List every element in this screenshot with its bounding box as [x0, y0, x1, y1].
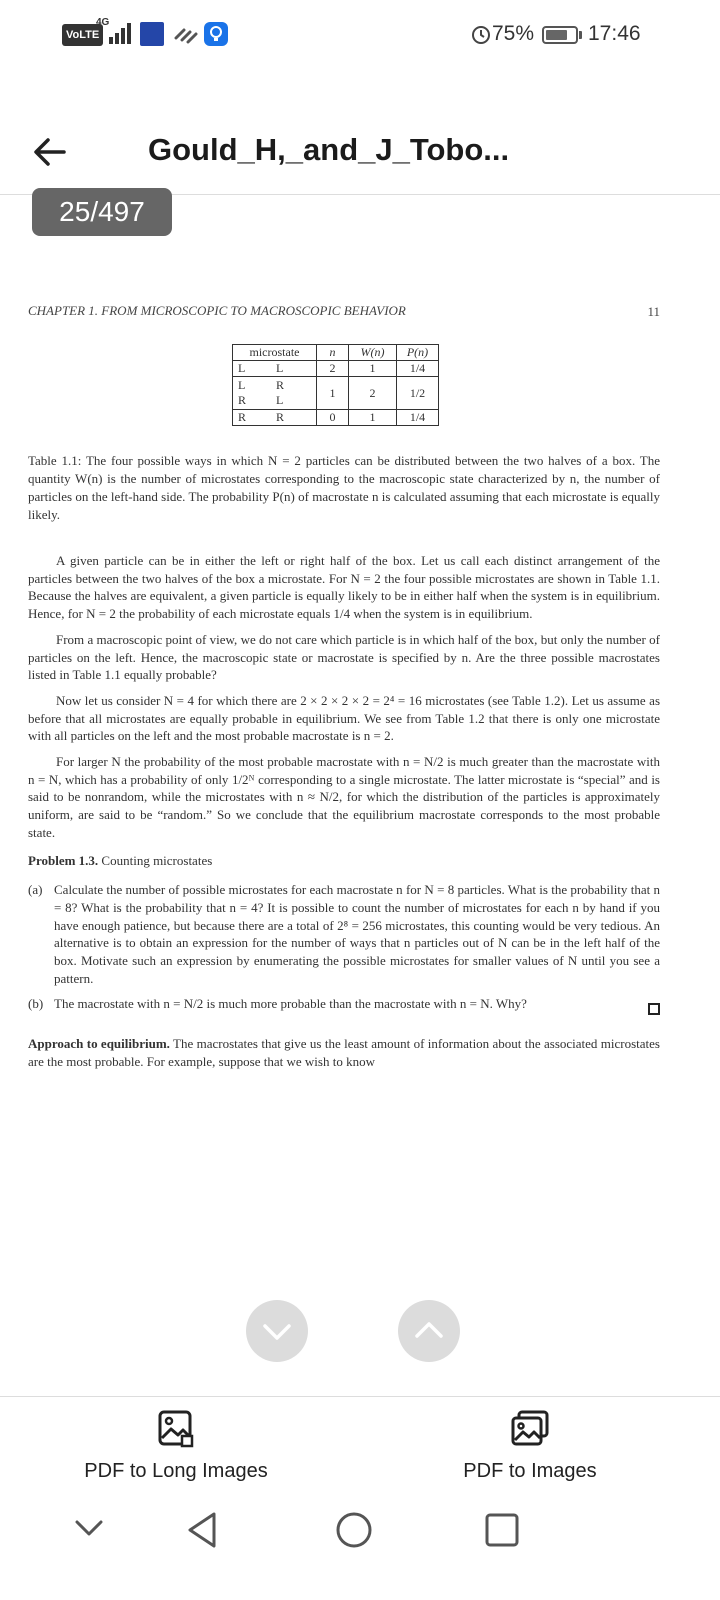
home-circle-icon[interactable]	[334, 1510, 374, 1550]
images-label: PDF to Images	[463, 1460, 597, 1482]
table-header-row	[233, 345, 439, 361]
app-notification-icon	[140, 22, 164, 46]
p-cell: 1/2	[397, 377, 439, 410]
alarm-icon	[470, 23, 492, 45]
table-caption: Table 1.1: The four possible ways in which N = 2 particles can be distributed between the two halves of a box. The quantity W(n) is the number of microstates corresponding to the macroscopic state characterized by n, the number of particles on the left-hand side. The probability P(n) of macrostate n is calculated assuming that each microstate is equally likely.	[28, 453, 660, 522]
problem-heading	[28, 852, 660, 870]
p-cell: 1/4	[397, 410, 439, 426]
images-icon	[510, 1408, 550, 1448]
w-cell: 1	[349, 410, 397, 426]
microstate-cell: R R	[233, 410, 317, 426]
w-cell: 2	[349, 377, 397, 410]
network-type: 4G	[96, 17, 110, 28]
battery-fill	[546, 30, 567, 40]
page-indicator: 25/497	[32, 188, 172, 236]
n-cell: 0	[317, 410, 349, 426]
column-header: n	[317, 345, 349, 361]
table-row	[233, 361, 439, 377]
clock: 17:46	[588, 22, 641, 45]
paragraph: From a macroscopic point of view, we do not care which particle is in which half of the box, but only the number of particles on the left. Hence, the macroscopic state or macrostate is specified by n. Are the three possible macrostates listed in Table 1.1 equally probable?	[28, 631, 660, 683]
signal-icon	[108, 22, 134, 44]
w-cell: 1	[349, 361, 397, 377]
toolbar-divider	[0, 1396, 720, 1397]
approach-label: Approach to equilibrium.	[28, 1036, 170, 1052]
pdf-to-long-images-button[interactable]	[76, 1408, 276, 1483]
item-text: The macrostate with n = N/2 is much more probable than the macrostate with n = N. Why?	[54, 996, 527, 1012]
column-header: microstate	[233, 345, 317, 361]
page-number: 11	[647, 304, 660, 319]
recents-square-icon[interactable]	[484, 1510, 520, 1550]
volte-badge: VoLTE	[62, 24, 103, 46]
back-arrow-icon[interactable]	[32, 134, 68, 170]
long-image-icon	[156, 1408, 196, 1448]
microstate-cell: L R R L	[233, 377, 317, 410]
problem-item	[28, 995, 660, 1013]
column-header: P(n)	[397, 345, 439, 361]
bulb-icon	[204, 22, 228, 46]
paragraph: For larger N the probability of the most probable macrostate with n = N/2 is much greater than the macrostate with n = N, which has a probability of only 1/2ᴺ corresponding to a single microstate. The latter microstate is “special” and is said to be nonrandom, while the microstates with n ≈ N/2, for which the distribution of the particles is approximately uniform, are said to be “random.” So we conclude that the equilibrium macrostate corresponds to the most probable state.	[28, 754, 660, 840]
chevron-up-icon	[411, 1313, 447, 1349]
end-of-problem-square	[648, 1003, 660, 1015]
previous-page-button[interactable]	[398, 1300, 460, 1362]
battery-percentage: 75%	[492, 22, 535, 45]
pdf-to-images-button[interactable]	[430, 1408, 630, 1483]
next-page-button[interactable]	[246, 1300, 308, 1362]
p-cell: 1/4	[397, 361, 439, 377]
hide-keyboard-icon[interactable]	[74, 1516, 104, 1540]
running-head: CHAPTER 1. FROM MICROSCOPIC TO MACROSCOPIC BEHAVIOR	[28, 303, 406, 318]
paragraph: A given particle can be in either the left or right half of the box. Let us call each distinct arrangement of the particles between the two halves of the box a microstate. For N = 2 the four possible microstates are shown in Table 1.1. Because the halves are equivalent, a given particle is equally likely to be in either half when the system is in equilibrium. Hence, for N = 2 the probability of each microstate equals 1/4 when the system is in equilibrium.	[28, 553, 660, 622]
approach-text: The macrostates that give us the least amount of information about the associated microstates are the most probable. For example, suppose that we wish to know	[28, 1036, 660, 1069]
column-header: W(n)	[349, 345, 397, 361]
approach-paragraph	[28, 1035, 660, 1070]
back-triangle-icon[interactable]	[184, 1510, 220, 1550]
table-row	[233, 377, 439, 410]
n-cell: 1	[317, 377, 349, 410]
battery-icon	[542, 26, 578, 44]
n-cell: 2	[317, 361, 349, 377]
status-bar	[0, 0, 720, 70]
chevron-down-icon	[259, 1313, 295, 1349]
item-label: (b)	[28, 996, 44, 1012]
paragraph: Now let us consider N = 4 for which there are 2 × 2 × 2 × 2 = 2⁴ = 16 microstates (see Table 1.2). Let us assume as before that all microstates are equally probable in equilibrium. We see from Table 1.2 that there is only one microstate with all particles on the left and the most probable macrostate is n = 2.	[28, 692, 660, 744]
battery-tip	[579, 31, 582, 39]
item-label: (a)	[28, 882, 43, 898]
problem-item	[28, 881, 660, 987]
body-text	[28, 552, 660, 1071]
link-icon	[172, 22, 198, 46]
microstate-table	[232, 344, 439, 426]
problem-title: Counting microstates	[101, 852, 213, 868]
table-row	[233, 410, 439, 426]
long-images-label: PDF to Long Images	[84, 1460, 268, 1482]
document-title: Gould_H,_and_J_Tobo...	[148, 132, 510, 167]
problem-label: Problem 1.3.	[28, 852, 99, 868]
microstate-cell: L L	[233, 361, 317, 377]
item-text: Calculate the number of possible microstates for each macrostate n for N = 8 particles. What is the probability that n = 8? What is the probability that n = 4? It is possible to count the number of microstates for each n by hand if you have enough patience, but because there are a total of 2⁸ = 256 microstates, this counting would be very tedious. An alternative is to obtain an expression for the number of ways that n particles out of N can be in the left half of the box. Motivate such an expression by enumerating the possible microstates for smaller values of N until you see a pattern.	[54, 882, 660, 986]
